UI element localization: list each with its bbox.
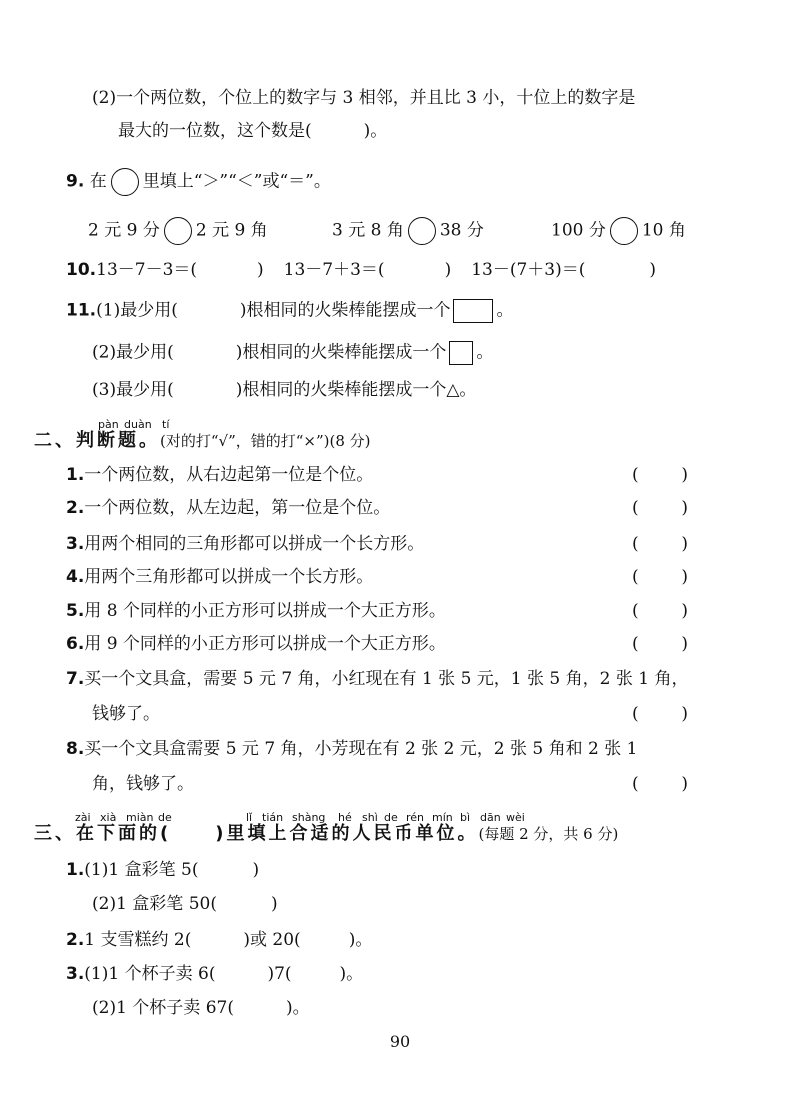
pinyin: zài: [75, 811, 91, 824]
pinyin: duàn: [124, 418, 152, 431]
q9-prompt: [66, 168, 331, 196]
answer-paren[interactable]: [632, 633, 688, 655]
paren-open: (: [632, 567, 639, 587]
s3-q3-1: [66, 963, 363, 985]
paren-open: (: [632, 601, 639, 621]
q11-2-b: )根相同的火柴棒能摆成一个: [235, 342, 447, 363]
square-icon: [449, 341, 473, 365]
q8-2-close: )。: [363, 121, 388, 141]
paren-open: (: [632, 774, 639, 794]
judge-item-8-cont: 角，钱够了。: [92, 774, 194, 794]
judge-item-6: [66, 633, 446, 655]
q10-expr-2: 13－7＋3＝(: [283, 260, 385, 280]
pinyin: mín: [432, 811, 453, 824]
q11-3-b: )根相同的火柴棒能摆成一个△。: [235, 380, 477, 400]
pinyin: de: [158, 811, 172, 824]
q10-expr-1: 13－7－3＝(: [96, 260, 198, 280]
pinyin: tián: [262, 811, 284, 824]
paren-close: ): [681, 601, 688, 621]
pinyin: pàn: [98, 418, 119, 431]
judge-item-7: [66, 668, 688, 690]
judge-item-1: [66, 464, 373, 486]
answer-paren[interactable]: [632, 703, 688, 725]
paren-close: ): [681, 774, 688, 794]
q9-item-right: 38 分: [439, 220, 484, 241]
paren-close: ): [681, 567, 688, 587]
q9-item-left: 3 元 8 角: [332, 220, 404, 241]
circle-icon: [111, 168, 139, 196]
item-text: (1)1 盒彩笔 5(: [84, 860, 199, 880]
item-text: 用 9 个同样的小正方形可以拼成一个大正方形。: [84, 634, 446, 654]
item-text: 用两个相同的三角形都可以拼成一个长方形。: [84, 534, 425, 554]
q8-2-text: 最大的一位数，这个数是(: [118, 121, 312, 141]
item-number: 6.: [66, 634, 85, 654]
section3-heading: [34, 823, 618, 845]
compare-circle[interactable]: [610, 217, 638, 245]
item-number: 1.: [66, 465, 85, 485]
item-number: 7.: [66, 669, 85, 689]
q10-number: 10.: [66, 260, 97, 280]
q10-close-1: ): [257, 260, 264, 280]
item-text: 买一个文具盒需要 5 元 7 角，小芳现在有 2 张 2 元，2 张 5 角和 2 张 1: [84, 739, 638, 759]
pinyin: shì: [362, 811, 378, 824]
compare-circle[interactable]: [164, 217, 192, 245]
paren-close: ): [681, 634, 688, 654]
item-number: 3.: [66, 534, 85, 554]
item-text: (1)1 个杯子卖 6(: [84, 964, 216, 984]
answer-paren[interactable]: [632, 464, 688, 486]
item-number: 3.: [66, 964, 85, 984]
q9-item-left: 2 元 9 分: [88, 220, 160, 241]
item-text: ): [270, 894, 278, 914]
pinyin: lǐ: [246, 811, 253, 824]
q10-line: [66, 259, 656, 281]
paren-open: (: [632, 465, 639, 485]
item-text: )。: [339, 964, 364, 984]
q11-1-a: (1)最少用(: [96, 300, 178, 321]
section3-note: (每题 2 分，共 6 分): [478, 825, 619, 843]
item-number: 5.: [66, 601, 85, 621]
item-text: (2)1 个杯子卖 67(: [92, 998, 234, 1018]
q9-item-right: 2 元 9 角: [195, 220, 268, 241]
judge-item-2: [66, 497, 390, 519]
pinyin: tí: [162, 418, 170, 431]
item-text: 一个两位数，从右边起第一位是个位。: [84, 465, 374, 485]
answer-paren[interactable]: [632, 600, 688, 622]
item-text: 买一个文具盒，需要 5 元 7 角，小红现在有 1 张 5 元，1 张 5 角，2 张 1 角，: [84, 669, 689, 689]
q11-2-c: 。: [476, 342, 494, 363]
item-text: ): [252, 860, 260, 880]
paren-close: ): [681, 498, 688, 518]
item-number: 1.: [66, 860, 85, 880]
s3-q2: [66, 929, 372, 951]
q9-item-3: [551, 217, 686, 245]
answer-paren[interactable]: [632, 566, 688, 588]
pinyin: de: [384, 811, 398, 824]
section2-title: 二、判断题。: [34, 430, 160, 451]
item-text: (2)1 盒彩笔 50(: [92, 894, 217, 914]
q9-item-left: 100 分: [551, 220, 606, 241]
paren-close: ): [681, 704, 688, 724]
answer-paren[interactable]: [632, 773, 688, 795]
q10-close-2: ): [444, 260, 452, 280]
q8-2-line2: [118, 120, 387, 142]
q11-number: 11.: [66, 300, 97, 321]
judge-item-5: [66, 600, 446, 622]
paren-open: (: [632, 498, 639, 518]
q11-line-3: [92, 379, 476, 401]
pinyin: dān: [480, 811, 501, 824]
paren-close: ): [681, 534, 688, 554]
paren-close: ): [681, 465, 688, 485]
paren-open: (: [632, 534, 639, 554]
s3-q1-2: [92, 893, 278, 915]
section3-title-a: 三、在下面的(: [34, 823, 172, 844]
section2-heading: [34, 430, 371, 452]
q11-3-a: (3)最少用(: [92, 380, 174, 400]
s3-q3-2: [92, 997, 310, 1019]
paren-open: (: [632, 704, 639, 724]
q11-1-c: 。: [496, 300, 514, 321]
compare-circle[interactable]: [408, 217, 436, 245]
pinyin: rén: [406, 811, 425, 824]
q10-expr-3: 13－(7＋3)＝(: [471, 260, 586, 280]
item-number: 8.: [66, 739, 85, 759]
q11-2-a: (2)最少用(: [92, 342, 174, 363]
item-text: )。: [285, 998, 310, 1018]
q9-item-right: 10 角: [641, 220, 686, 241]
item-text: )。: [348, 930, 373, 950]
item-number: 4.: [66, 567, 85, 587]
item-text: 1 支雪糕约 2(: [84, 930, 192, 950]
s3-q1-1: [66, 859, 259, 881]
judge-item-7-cont: 钱够了。: [92, 704, 160, 724]
item-text: 一个两位数，从左边起，第一位是个位。: [84, 498, 391, 518]
q11-line-1: [66, 299, 513, 323]
item-text: 用 8 个同样的小正方形可以拼成一个大正方形。: [84, 601, 446, 621]
item-text: 用两个三角形都可以拼成一个长方形。: [84, 567, 374, 587]
answer-paren[interactable]: [632, 533, 688, 555]
q11-1-b: )根相同的火柴棒能摆成一个: [239, 300, 451, 321]
pinyin: shàng: [292, 811, 326, 824]
q9-item-1: [88, 217, 268, 245]
rectangle-icon: [453, 299, 493, 323]
q10-close-3: ): [649, 260, 657, 280]
pinyin: wèi: [506, 811, 525, 824]
judge-item-4: [66, 566, 373, 588]
item-text: )或 20(: [243, 930, 301, 950]
q9-item-2: [332, 217, 484, 245]
section2-note: (对的打“√”，错的打“×”)(8 分): [160, 432, 371, 450]
q9-number: 9.: [66, 171, 85, 192]
q9-text-b: 里填上“＞”“＜”或“＝”。: [142, 171, 331, 192]
pinyin: bì: [460, 811, 471, 824]
q11-line-2: [92, 341, 493, 365]
pinyin: xià: [100, 811, 117, 824]
judge-item-8: [66, 738, 637, 760]
item-number: 2.: [66, 930, 85, 950]
pinyin: hé: [338, 811, 352, 824]
page-number: 90: [389, 1032, 411, 1051]
item-text: )7(: [267, 964, 292, 984]
answer-paren[interactable]: [632, 497, 688, 519]
judge-item-3: [66, 533, 424, 555]
paren-open: (: [632, 634, 639, 654]
q8-2-line1: (2)一个两位数，个位上的数字与 3 相邻，并且比 3 小，十位上的数字是: [92, 88, 636, 108]
item-number: 2.: [66, 498, 85, 518]
q9-text-a: 在: [89, 171, 107, 192]
section3-title-b: )里填上合适的人民币单位。: [215, 823, 479, 844]
pinyin: miàn: [126, 811, 154, 824]
